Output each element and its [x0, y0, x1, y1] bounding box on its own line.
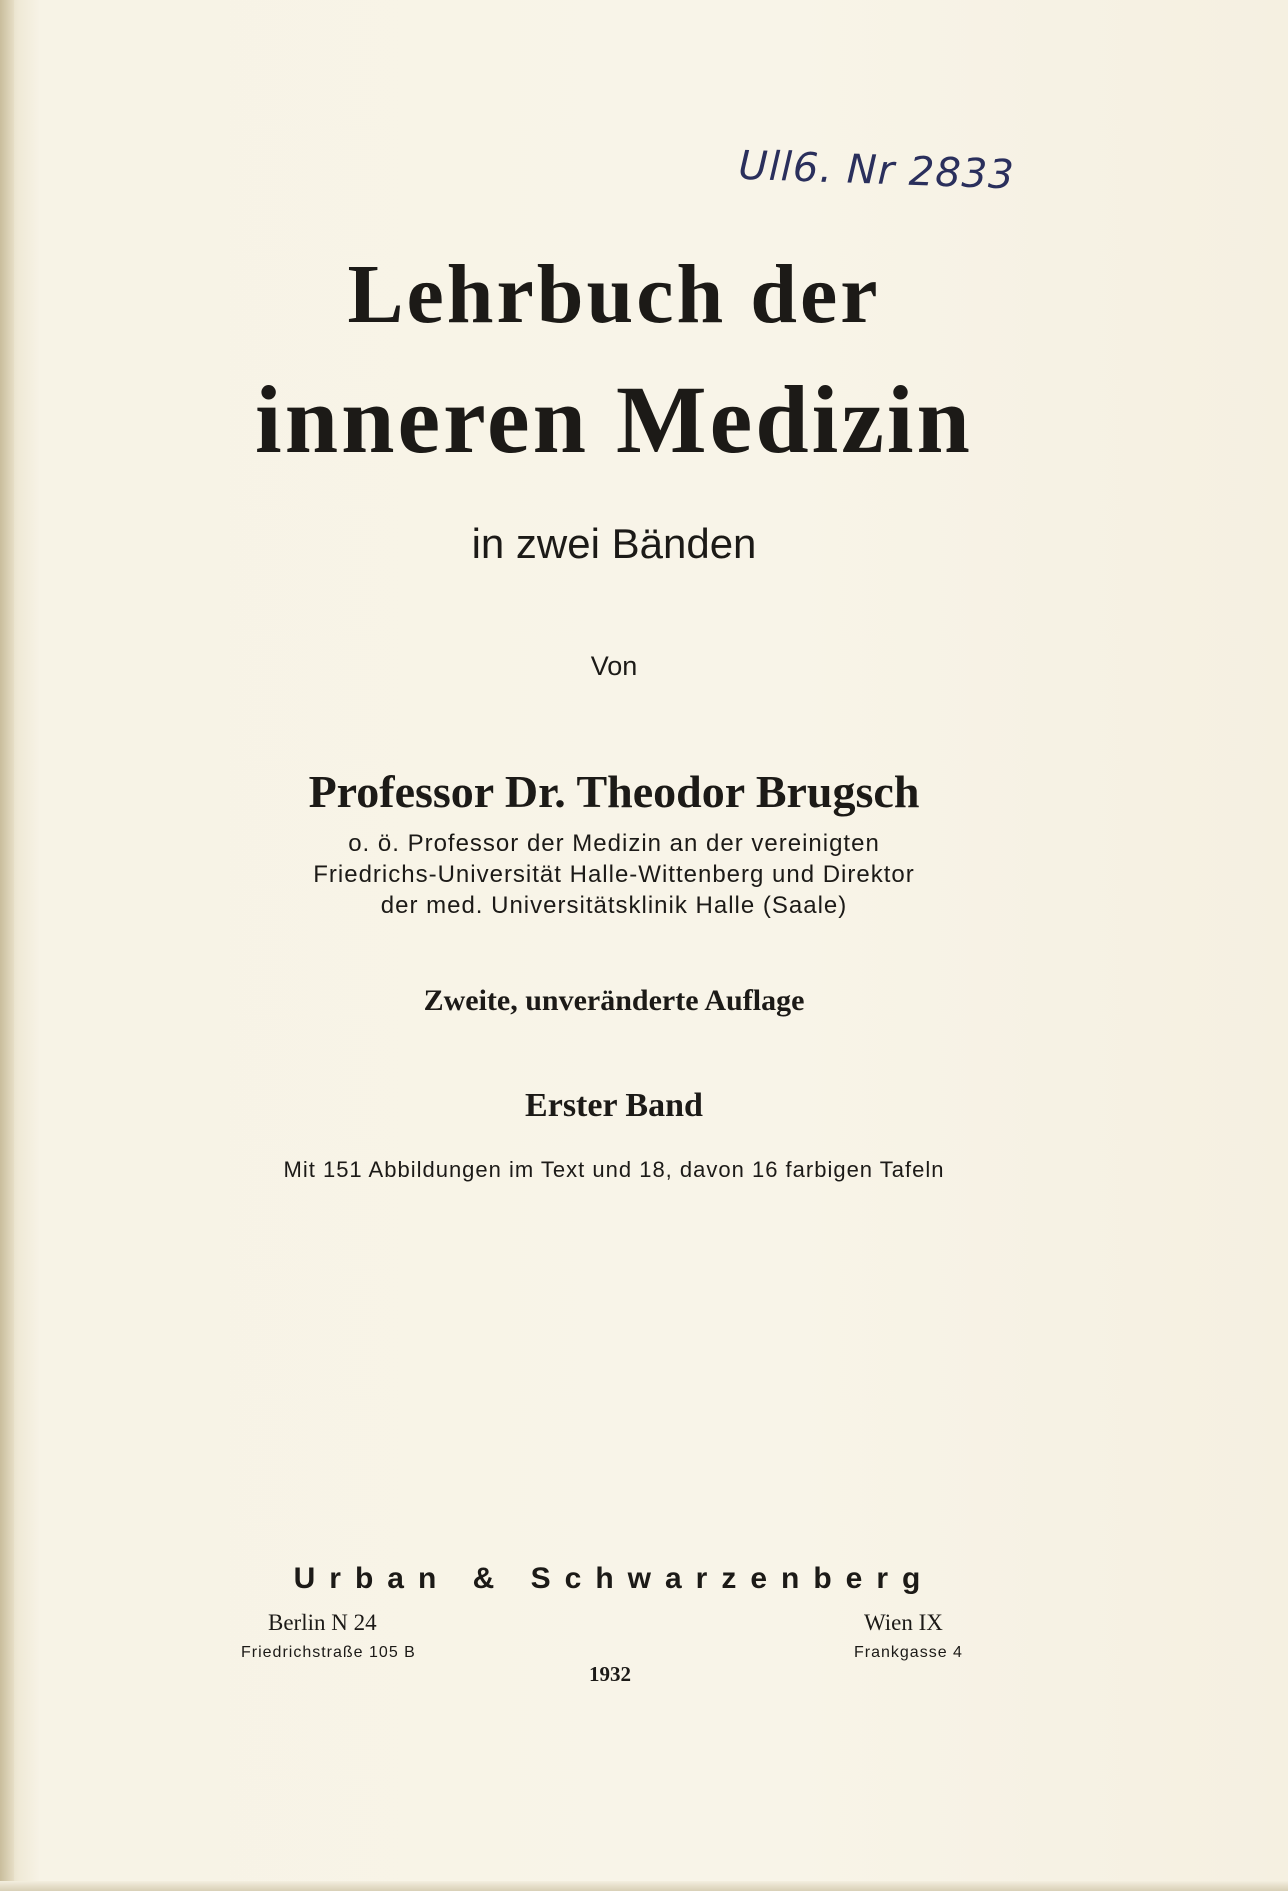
publisher-name: Urban & Schwarzenberg: [293, 1562, 935, 1595]
author-name: Professor Dr. Theodor Brugsch: [308, 766, 920, 817]
publisher-address-right: Frankgasse 4: [854, 1644, 963, 1661]
affiliation-line: o. ö. Professor der Medizin an der vereinigten: [348, 830, 880, 857]
publisher-city-right: Wien IX: [864, 1610, 943, 1635]
publisher-city-left: Berlin N 24: [268, 1610, 377, 1635]
publisher-address-left: Friedrichstraße 105 B: [241, 1644, 416, 1661]
library-shelf-mark: Ull6. Nr 2833: [737, 142, 1016, 199]
by-label: Von: [590, 651, 638, 681]
page-bottom-edge: [0, 1881, 1288, 1891]
book-title-line-1: Lehrbuch der: [347, 248, 881, 341]
author-affiliation: [150, 828, 1078, 921]
edition-statement: Zweite, unveränderte Auflage: [423, 984, 805, 1017]
illustrations-note: Mit 151 Abbildungen im Text und 18, davon 16 farbigen Tafeln: [283, 1157, 945, 1182]
volume-label: Erster Band: [525, 1087, 703, 1124]
book-subtitle: in zwei Bänden: [471, 520, 757, 567]
affiliation-line: Friedrichs-Universität Halle-Wittenberg und Direktor: [313, 861, 915, 888]
book-title-line-2: inneren Medizin: [255, 366, 973, 473]
affiliation-line: der med. Universitätsklinik Halle (Saale): [380, 892, 848, 919]
book-spine-edge: [0, 0, 14, 1891]
publication-year: 1932: [589, 1662, 631, 1686]
